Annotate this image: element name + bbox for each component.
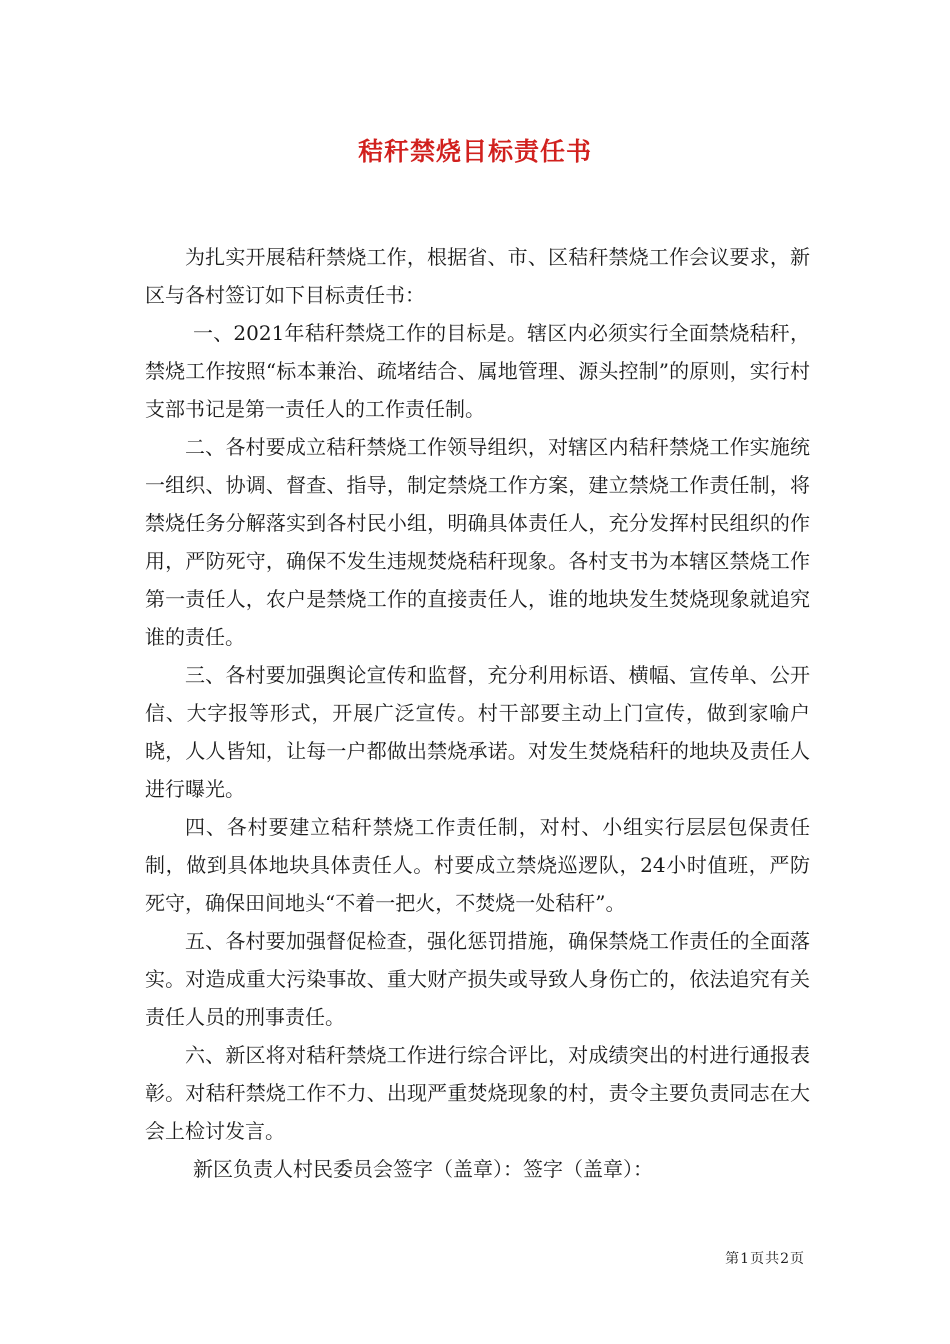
- paragraph-item-2: 二、各村要成立秸秆禁烧工作领导组织，对辖区内秸秆禁烧工作实施统一组织、协调、督查、指导，制定禁烧工作方案，建立禁烧工作责任制，将禁烧任务分解落实到各村民小组，明确具体责任人，充分发挥村民组织的作用，严防死守，确保不发生违规焚烧秸秆现象。各村支书为本辖区禁烧工作第一责任人，农户是禁烧工作的直接责任人，谁的地块发生焚烧现象就追究谁的责任。: [145, 435, 810, 649]
- paragraph-item-3: 三、各村要加强舆论宣传和监督，充分利用标语、横幅、宣传单、公开信、大字报等形式，开展广泛宣传。村干部要主动上门宣传，做到家喻户晓，人人皆知，让每一户都做出禁烧承诺。对发生焚烧秸秆的地块及责任人进行曝光。: [145, 663, 810, 801]
- document-body: [145, 238, 810, 1188]
- document-title: 秸秆禁烧目标责任书: [357, 137, 592, 166]
- paragraph-intro: 为扎实开展秸秆禁烧工作，根据省、市、区秸秆禁烧工作会议要求，新区与各村签订如下目标责任书：: [145, 245, 810, 307]
- paragraph-item-6: 六、新区将对秸秆禁烧工作进行综合评比，对成绩突出的村进行通报表彰。对秸秆禁烧工作不力、出现严重焚烧现象的村，责令主要负责同志在大会上检讨发言。: [145, 1043, 810, 1143]
- page-number: 第1页共2页: [725, 1251, 805, 1267]
- paragraph-item-1: 一、2021年秸秆禁烧工作的目标是。辖区内必须实行全面禁烧秸秆，禁烧工作按照“标本兼治、疏堵结合、属地管理、源头控制”的原则，实行村支部书记是第一责任人的工作责任制。: [145, 321, 810, 421]
- paragraph-item-5: 五、各村要加强督促检查，强化惩罚措施，确保禁烧工作责任的全面落实。对造成重大污染事故、重大财产损失或导致人身伤亡的，依法追究有关责任人员的刑事责任。: [145, 929, 810, 1029]
- paragraph-item-4: 四、各村要建立秸秆禁烧工作责任制，对村、小组实行层层包保责任制，做到具体地块具体责任人。村要成立禁烧巡逻队，24小时值班，严防死守，确保田间地头“不着一把火，不焚烧一处秸秆”。: [145, 815, 810, 915]
- signature-line: 新区负责人村民委员会签字（盖章）：签字（盖章）：: [193, 1157, 653, 1181]
